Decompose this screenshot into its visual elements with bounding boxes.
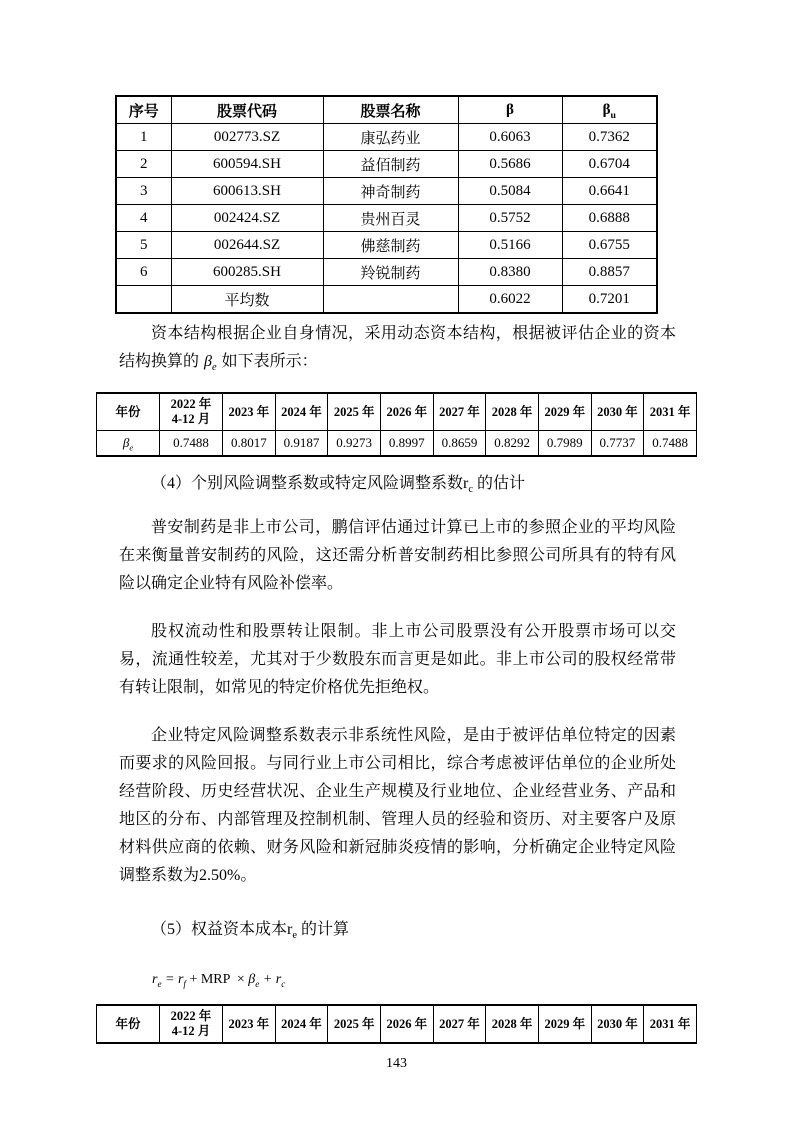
year-col: 2027 年 [433,393,486,431]
formula-term: + MRP × [185,972,249,987]
cell-beta: 0.5166 [458,232,562,259]
table-row [116,232,657,259]
year-col: 2024 年 [275,393,328,431]
formula-term: + $r_c$ [259,972,286,989]
cell-no: 2 [116,151,171,178]
heading-sub: c [468,484,473,496]
formula-term: = $r_f$ [161,972,186,989]
year-col: 2026 年 [380,1005,433,1043]
year-col: 2024 年 [275,1005,328,1043]
beta-e-by-year-table [96,392,697,457]
beta-e-values-row [97,431,697,457]
beta-e-value: 0.7488 [644,431,697,457]
year-col-2022 [160,393,223,431]
cell-code: 600613.SH [171,178,323,205]
cell-name: 益佰制药 [323,151,458,178]
cell-name: 佛慈制药 [323,232,458,259]
year-col: 2029 年 [538,1005,591,1043]
formula-term: $r_e$ [152,972,162,989]
cell-name: 贵州百灵 [323,205,458,232]
year-col: 2031 年 [644,393,697,431]
header-beta: β [458,96,562,124]
year-col: 2030 年 [591,393,644,431]
cell-average-label: 平均数 [171,286,323,314]
header-name: 股票名称 [323,96,458,124]
paragraph-liquidity-restriction: 股权流动性和股票转让限制。非上市公司股票没有公开股票市场可以交易，流通性较差，尤其对于少数股东而言更是如此。非上市公司的股权经常带有转让限制，如常见的特定价格优先拒绝权。 [119,623,676,696]
year-col: 2023 年 [223,393,276,431]
beta-e-value: 0.8017 [223,431,276,457]
cell-name: 康弘药业 [323,124,458,151]
beta-symbol-base: β [204,353,212,370]
cell-beta-u: 0.6704 [562,151,657,178]
cost-of-equity-formula [152,970,697,990]
beta-e-symbol [204,353,217,374]
year-col-2022 [160,1005,223,1043]
cell-no: 1 [116,124,171,151]
beta-symbol-sub: e [211,362,217,374]
cell-beta: 0.5686 [458,151,562,178]
paragraph-text: 如下表所示： [221,353,318,370]
cell-name: 羚锐制药 [323,259,458,286]
cell-code: 002424.SZ [171,205,323,232]
header-no: 序号 [116,96,171,124]
beta-label-sub: e [129,442,134,453]
cell-beta: 0.5084 [458,178,562,205]
cell-code: 600594.SH [171,151,323,178]
cell-no: 4 [116,205,171,232]
cell-no [116,286,171,314]
year-col: 2023 年 [223,1005,276,1043]
cell-beta: 0.6022 [458,286,562,314]
year-col-2022-line1: 2022 年 [170,1009,212,1023]
year-col: 2029 年 [538,393,591,431]
year-col: 2025 年 [328,393,381,431]
beta-u-sub: u [610,109,616,121]
stock-beta-table [115,95,658,314]
beta-u-base: β [602,101,611,118]
table-row [116,124,657,151]
paragraph-specific-risk-coefficient: 企业特定风险调整系数表示非系统性风险，是由于被评估单位特定的因素而要求的风险回报。与同行业上市公司相比，综合考虑被评估单位的企业所处经营阶段、历史经营状况、企业生产规模及行业地位、企业经营业务、产品和地区的分布、内部管理及控制机制、管理人员的经验和资历、对主要客户及原材料供应商的依赖、财务风险和新冠肺炎疫情的影响，分析确定企业特定风险调整系数为2.50%。 [119,727,676,884]
year-header-row [97,393,697,431]
beta-label-base: β [122,435,130,450]
cell-beta: 0.8380 [458,259,562,286]
year-col: 2030 年 [591,1005,644,1043]
cell-code: 600285.SH [171,259,323,286]
beta-e-value: 0.8997 [380,431,433,457]
year-col: 2028 年 [486,1005,539,1043]
year-col: 2025 年 [328,1005,381,1043]
cell-beta-u: 0.6755 [562,232,657,259]
table-row [116,178,657,205]
year-label: 年份 [97,393,160,431]
header-beta-u [562,96,657,124]
cost-of-equity-by-year-table [96,1004,697,1044]
beta-e-value: 0.7737 [591,431,644,457]
heading-sub: e [292,930,297,942]
cell-beta-u: 0.8857 [562,259,657,286]
table-row [116,205,657,232]
cell-code: 002644.SZ [171,232,323,259]
beta-e-value: 0.8659 [433,431,486,457]
paragraph-text: 资本结构根据企业自身情况，采用动态资本结构，根据被评估企业的资本结构换算的 [119,325,676,370]
beta-e-value: 0.7488 [160,431,223,457]
beta-e-value: 0.9187 [275,431,328,457]
cell-name [323,286,458,314]
cell-code: 002773.SZ [171,124,323,151]
beta-e-row-label [97,431,160,457]
year-col: 2027 年 [433,1005,486,1043]
cell-beta-u: 0.7201 [562,286,657,314]
heading-text: （4）个别风险调整系数或特定风险调整系数r [151,475,469,492]
beta-e-value: 0.8292 [486,431,539,457]
year-col-2022-line2: 4-12 月 [171,412,211,426]
cell-beta: 0.5752 [458,205,562,232]
formula-term: $\beta_e$ [248,972,260,989]
year-col: 2028 年 [486,393,539,431]
cell-name: 神奇制药 [323,178,458,205]
cell-beta-u: 0.7362 [562,124,657,151]
year-label: 年份 [97,1005,160,1043]
capital-structure-paragraph [119,320,676,376]
year-col-2022-line2: 4-12 月 [171,1024,211,1038]
section-heading-5 [119,916,676,944]
page-number: 143 [386,1056,407,1071]
cell-no: 3 [116,178,171,205]
cell-no: 5 [116,232,171,259]
beta-e-value: 0.9273 [328,431,381,457]
heading-text: 的计算 [296,921,349,938]
table-row [116,259,657,286]
table-row-average [116,286,657,314]
cell-no: 6 [116,259,171,286]
year-col: 2031 年 [644,1005,697,1043]
heading-text: （5）权益资本成本r [151,921,293,938]
table-row [116,151,657,178]
beta-e-value: 0.7989 [538,431,591,457]
year-col-2022-line1: 2022 年 [170,397,212,411]
section-heading-4 [119,470,676,498]
year-header-row [97,1005,697,1043]
cell-beta-u: 0.6888 [562,205,657,232]
cell-beta: 0.6063 [458,124,562,151]
heading-text: 的估计 [472,475,525,492]
paragraph-specific-risk-intro: 普安制药是非上市公司，鹏信评估通过计算已上市的参照企业的平均风险在来衡量普安制药的风险，这还需分析普安制药相比参照公司所具有的特有风险以确定企业特有风险补偿率。 [119,519,676,592]
stock-table-header-row [116,96,657,124]
header-code: 股票代码 [171,96,323,124]
cell-beta-u: 0.6641 [562,178,657,205]
year-col: 2026 年 [380,393,433,431]
